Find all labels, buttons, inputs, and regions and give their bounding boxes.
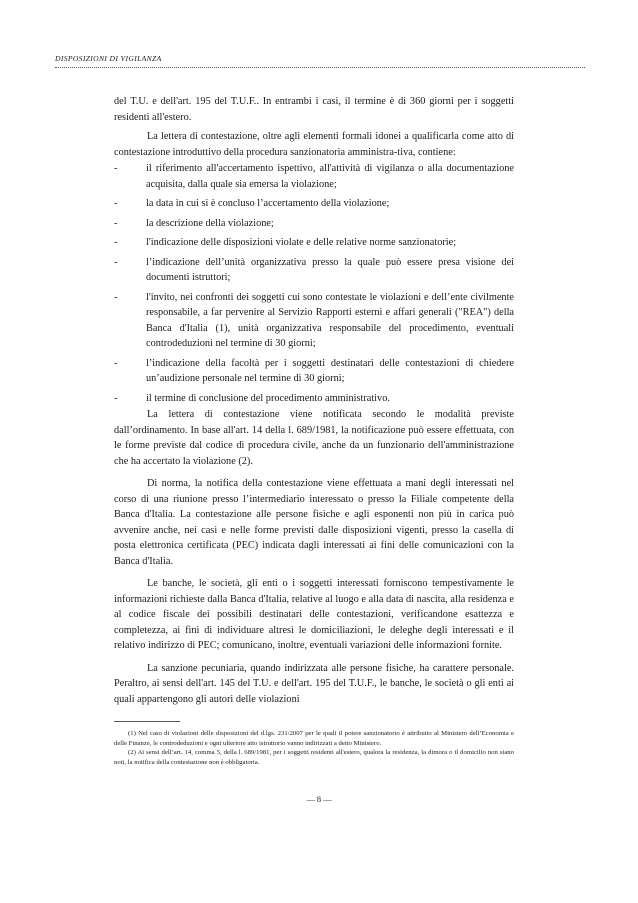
paragraph-sanzione: La sanzione pecuniaria, quando indirizzata alle persone fisiche, ha carattere personale. Peraltro, ai sensi dell'art. 145 del T.U. e dell'art. 195 del T.U.F., le banche, le società o gli enti ai quali appartengono gli autori delle violazioni <box>114 662 514 705</box>
list-item <box>114 391 514 407</box>
list-dash: - <box>114 392 118 404</box>
paragraph-contestazione: La lettera di contestazione, oltre agli elementi formali idonei a qualificarla come atto di contestazione introduttivo della procedura sanzionatoria amministra-tiva, contiene: <box>114 131 514 158</box>
paragraph-modalita-notifica: Di norma, la notifica della contestazione viene effettuata a mani degli interessati nel corso di una riunione presso l’intermediario interessato o presso la Filiale competente della Banca d'Italia. La contestazione alle persone fisiche e agli esponenti non più in carica può avvenire anche, nei casi e nelle forme previsti dalle disposizioni vigenti, presso la casella di posta elettronica certificata (PEC) indicata dagli interessati ai fini delle comunicazioni con la Banca d'Italia. <box>114 478 514 567</box>
main-text <box>114 94 514 707</box>
list-item <box>114 356 514 387</box>
list-item-text: l'invito, nei confronti dei soggetti cui sono contestate le violazioni e dell’ente civilmente responsabile, a far pervenire al Servizio Rapporti esterni e affari generali ("REA") della Banca d'Italia (1), unità organizzativa responsabile del procedimento, eventuali controdeduzioni nel termine di 30 giorni; <box>146 291 514 349</box>
list-item <box>114 196 514 212</box>
list-item-text: l'indicazione delle disposizioni violate e delle relative norme sanzionatorie; <box>146 237 457 248</box>
list-dash: - <box>114 256 118 268</box>
footnotes <box>114 729 514 767</box>
list-item <box>114 216 514 232</box>
list-dash: - <box>114 217 118 229</box>
footnote-separator <box>114 721 180 722</box>
list-dash: - <box>114 237 118 248</box>
list-dash: - <box>114 291 118 303</box>
running-header: DISPOSIZIONI DI VIGILANZA <box>55 54 162 63</box>
list-dash: - <box>114 163 118 174</box>
list-item-text: il riferimento all'accertamento ispettivo, all'attività di vigilanza o alla documentazione acquisita, dalla quale sia emersa la violazione; <box>146 163 514 190</box>
paragraph-informazioni: Le banche, le società, gli enti o i soggetti interessati forniscono tempestivamente le informazioni richieste dalla Banca d'Italia, relative al luogo e alla data di nascita, alla residenza e al codice fiscale dei possibili destinatari delle contestazioni, verificandone esattezza e completezza, ai fini di individuare altresì le domiciliazioni, le deleghe degli interessati e il relativo indirizzo di PEC; comunicano, inoltre, eventuali variazioni delle informazioni fornite. <box>114 578 514 651</box>
list-item-text: l’indicazione dell’unità organizzativa presso la quale può essere presa visione dei documenti istruttori; <box>146 256 514 283</box>
footnote-2: (2) Ai sensi dell’art. 14, comma 5, della l. 689/1981, per i soggetti residenti all'estero, qualora la residenza, la dimora o il domicilio non siano noti, la notifica della contestazione non è obbligatoria. <box>114 749 514 766</box>
footnote-1: (1) Nel caso di violazioni delle disposizioni del d.lgs. 231/2007 per le quali il potere sanzionatorio è attribuito al Ministero dell’Economia e delle Finanze, le controdeduzioni e ogni ulteriore atto istruttorio vanno indirizzati a detto Ministero. <box>114 730 514 747</box>
list-item-text: la data in cui si è concluso l’accertamento della violazione; <box>146 198 390 209</box>
list-dash: - <box>114 198 118 209</box>
list-item <box>114 235 514 251</box>
list-item <box>114 290 514 352</box>
list-dash: - <box>114 357 118 369</box>
list-item-text: la descrizione della violazione; <box>146 217 274 229</box>
list-item-text: l’indicazione della facoltà per i soggetti destinatari delle contestazioni di chiedere un’audizione personale nel termine di 30 giorni; <box>146 357 514 384</box>
list-item <box>114 255 514 286</box>
header-dotted-rule <box>55 67 585 68</box>
page-number: — 8 — <box>306 795 332 804</box>
paragraph-notifica: La lettera di contestazione viene notificata secondo le modalità previste dall’ordinamento. In base all'art. 14 della l. 689/1981, la notificazione può essere effettuata, con le forme previste dal codice di procedura civile, anche da un funzionario dell'amministrazione che ha accertato la violazione (2). <box>114 409 514 467</box>
list-item <box>114 161 514 192</box>
list-item-text: il termine di conclusione del procedimento amministrativo. <box>146 392 390 404</box>
paragraph-continuation: del T.U. e dell'art. 195 del T.U.F.. In entrambi i casi, il termine è di 360 giorni per i soggetti residenti all'estero. <box>114 96 514 123</box>
